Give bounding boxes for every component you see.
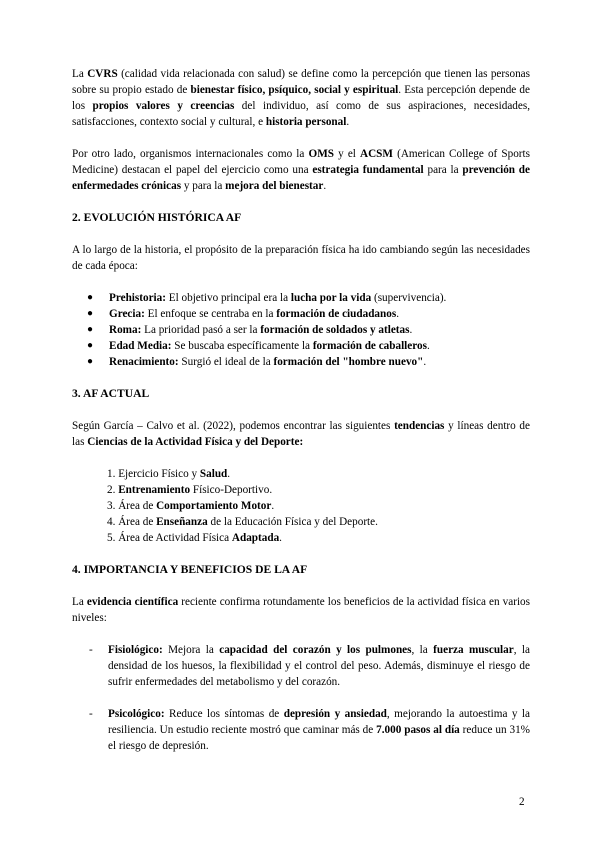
page-number: 2 (519, 796, 525, 808)
section-heading-af-actual: 3. AF ACTUAL (72, 387, 150, 400)
list-item: 3. Área de Comportamiento Motor. (107, 500, 275, 512)
list-item: ● Edad Media: Se buscaba específicamente la formación de caballeros. (87, 340, 430, 352)
evolucion-bullet-list (72, 290, 530, 370)
list-item: - Fisiológico: Mejora la capacidad del corazón y los pulmones, la fuerza muscular, la densidad de los huesos, la flexibilidad y el control del peso. Además, disminuye el riesgo de sufrir enfermedades del metabolismo y del corazón. (89, 644, 530, 688)
list-item: 5. Área de Actividad Física Adaptada. (107, 532, 282, 544)
section-heading-evolucion: 2. EVOLUCIÓN HISTÓRICA AF (72, 211, 242, 224)
section-beneficios-intro: La evidencia científica reciente confirma rotundamente los beneficios de la actividad física en varios niveles: (72, 596, 530, 624)
bullet-icon: ● (87, 340, 94, 351)
section-evolucion-intro: A lo largo de la historia, el propósito de la preparación física ha ido cambiando según las necesidades de cada época: (72, 244, 530, 272)
list-item: ● Prehistoria: El objetivo principal era la lucha por la vida (supervivencia). (87, 292, 447, 304)
list-item: - Psicológico: Reduce los síntomas de depresión y ansiedad, mejorando la autoestima y la resiliencia. Un estudio reciente mostró que caminar más de 7.000 pasos al día reduce un 31% el riesgo de depresión. (89, 708, 530, 752)
list-item: ● Roma: La prioridad pasó a ser la formación de soldados y atletas. (87, 324, 413, 336)
bullet-icon: ● (87, 308, 94, 319)
dash-icon: - (89, 708, 93, 720)
list-item: 2. Entrenamiento Físico-Deportivo. (107, 484, 273, 496)
dash-icon: - (89, 644, 93, 656)
bullet-icon: ● (87, 324, 94, 335)
beneficios-dash-list (72, 642, 530, 754)
section-af-actual-intro: Según García – Calvo et al. (2022), podemos encontrar las siguientes tendencias y líneas dentro de las Ciencias de la Actividad Física y del Deporte: (72, 420, 530, 448)
page-content (72, 66, 530, 754)
list-item: 4. Área de Enseñanza de la Educación Física y del Deporte. (107, 516, 378, 528)
intro-paragraph-cvrs: La CVRS (calidad vida relacionada con salud) se define como la percepción que tienen las personas sobre su propio estado de bienestar físico, psíquico, social y espiritual. Esta percepción depende de los propios valores y creencias del individuo, así como de sus aspiraciones, necesidades, satisfacciones, contexto social y cultural, e historia personal. (72, 68, 530, 128)
af-actual-numbered-list (72, 466, 530, 546)
intro-paragraph-oms-acsm: Por otro lado, organismos internacionales como la OMS y el ACSM (American College of Sports Medicine) destacan el papel del ejercicio como una estrategia fundamental para la prevención de enfermedades crónicas y para la mejora del bienestar. (72, 148, 530, 192)
list-item: ● Grecia: El enfoque se centraba en la formación de ciudadanos. (87, 308, 399, 320)
bullet-icon: ● (87, 292, 94, 303)
section-heading-beneficios: 4. IMPORTANCIA Y BENEFICIOS DE LA AF (72, 563, 308, 576)
list-item: ● Renacimiento: Surgió el ideal de la formación del "hombre nuevo". (87, 356, 427, 368)
list-spacer (72, 690, 530, 706)
list-item: 1. Ejercicio Físico y Salud. (107, 468, 231, 480)
bullet-icon: ● (87, 356, 94, 367)
